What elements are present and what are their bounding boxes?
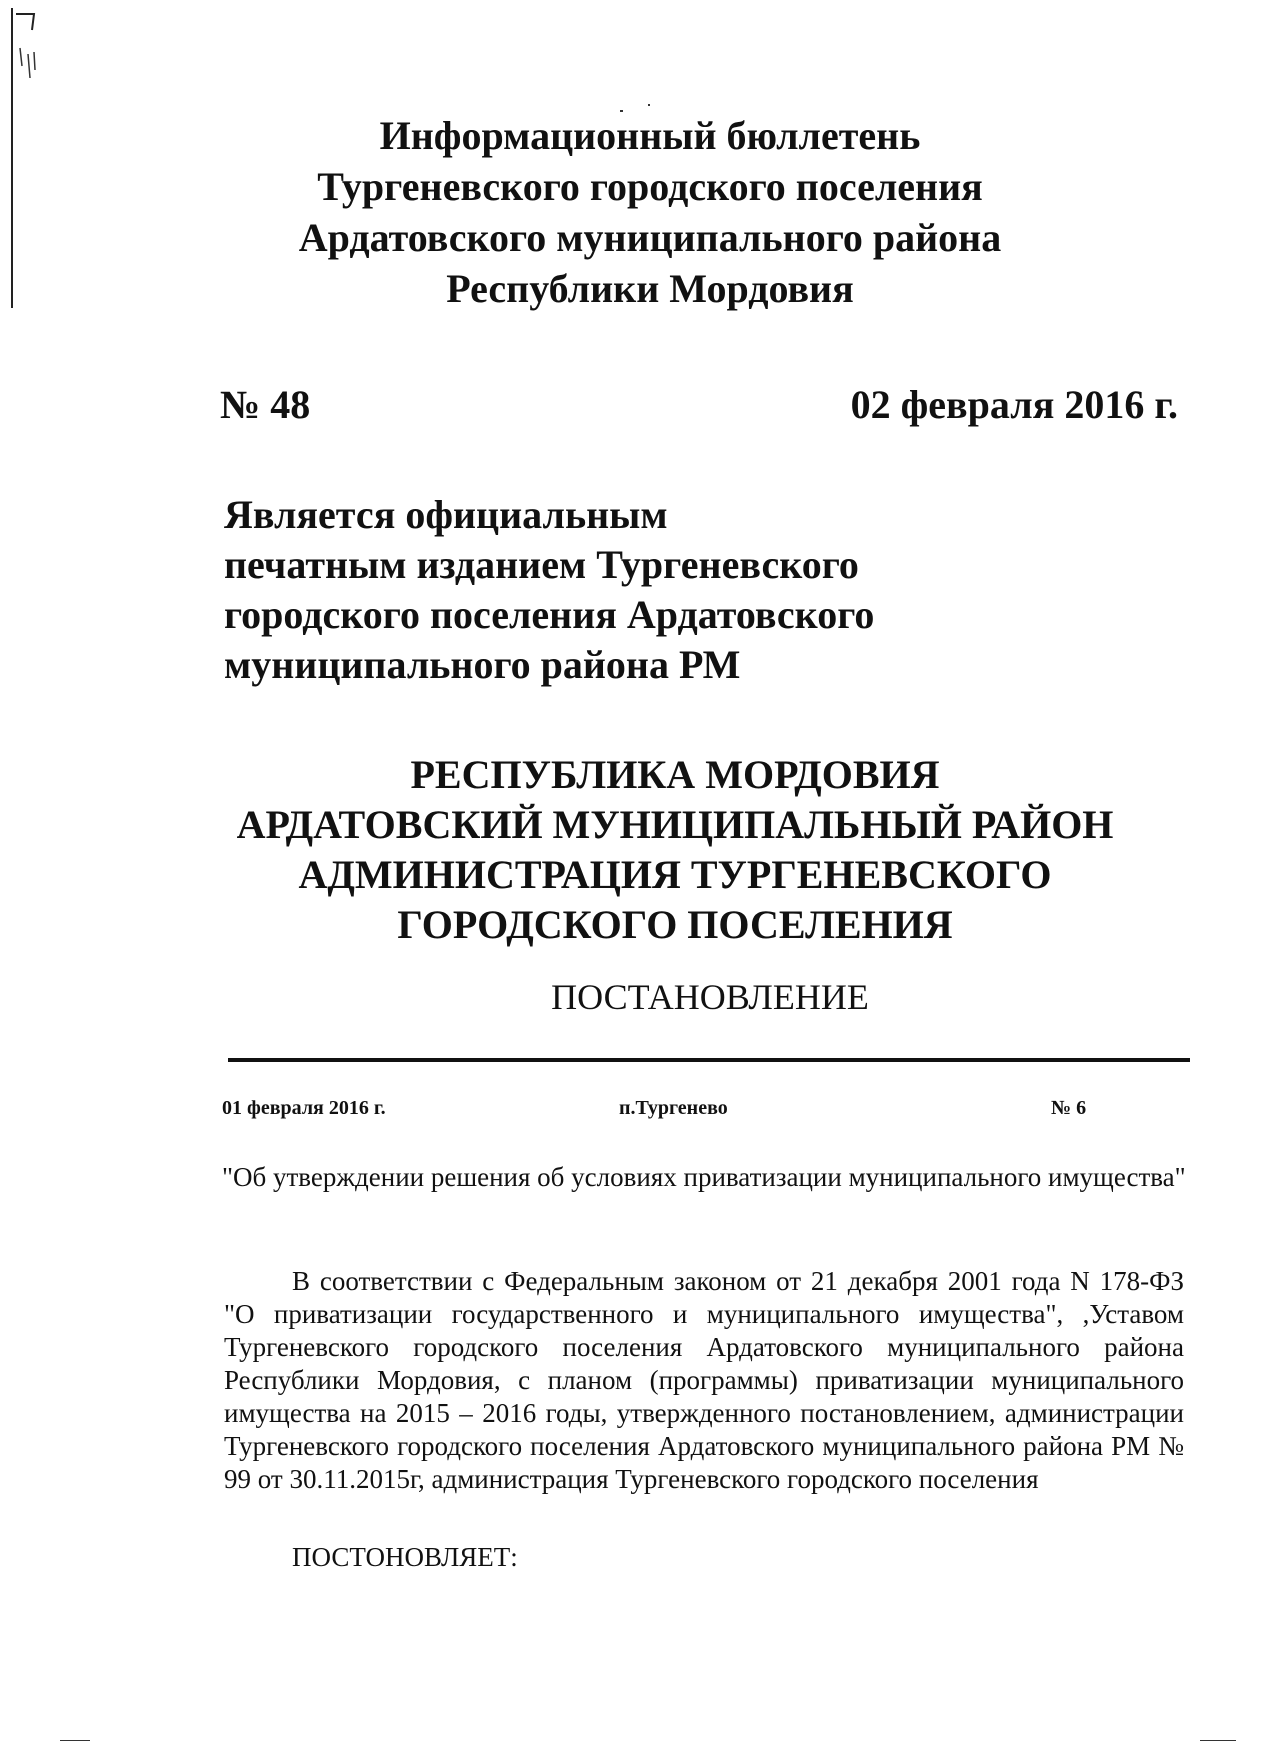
issue-number: № 48 [220,382,311,427]
bulletin-title-line: Информационный бюллетень [379,113,921,158]
scan-speck [1200,1740,1236,1741]
bulletin-title-line: Ардатовского муниципального района [298,215,1002,260]
header-divider [228,1058,1190,1062]
decree-subject: "Об утверждении решения об условиях приватизации муниципального имущества" [222,1162,1186,1192]
document-type: ПОСТАНОВЛЕНИЕ [551,977,869,1017]
scan-edge-mark [8,8,44,308]
official-status-line: городского поселения Ардатовского [224,592,875,637]
authority-line: РЕСПУБЛИКА МОРДОВИЯ [410,752,940,797]
decree-place: п.Тургенево [619,1097,728,1119]
issue-date: 02 февраля 2016 г. [850,382,1178,427]
official-status-line: Является официальным [224,492,668,537]
scan-speck [648,104,650,106]
bulletin-title-line: Республики Мордовия [446,266,854,311]
decree-resolves: ПОСТОНОВЛЯЕТ: [292,1542,518,1572]
official-status [224,490,1124,690]
authority-line: ГОРОДСКОГО ПОСЕЛЕНИЯ [397,902,953,947]
authority-line: АРДАТОВСКИЙ МУНИЦИПАЛЬНЫЙ РАЙОН [236,802,1114,847]
decree-body: В соответствии с Федеральным законом от 21 декабря 2001 года N 178-ФЗ "О приватизации государственного и муниципального имущества", ,Уставом Тургеневского городского поселения Ардатовского муниципального района Республики Мордовия, с планом (программы) приватизации муниципального имущества на 2015 – 2016 годы, утвержденного постановлением, администрации Тургеневского городского поселения Ардатовского муниципального района РМ № 99 от 30.11.2015г, администрация Тургеневского городского поселения [224,1266,1184,1494]
scan-speck [60,1740,90,1741]
official-status-line: муниципального района РМ [224,642,741,687]
decree-number: № 6 [1051,1097,1087,1119]
decree-meta [222,1095,1102,1125]
authority-header [170,750,1180,950]
authority-line: АДМИНИСТРАЦИЯ ТУРГЕНЕВСКОГО [298,852,1052,897]
bulletin-title [200,110,1100,314]
decree-date: 01 февраля 2016 г. [222,1097,386,1119]
bulletin-title-line: Тургеневского городского поселения [317,164,983,209]
official-status-line: печатным изданием Тургеневского [224,542,859,587]
